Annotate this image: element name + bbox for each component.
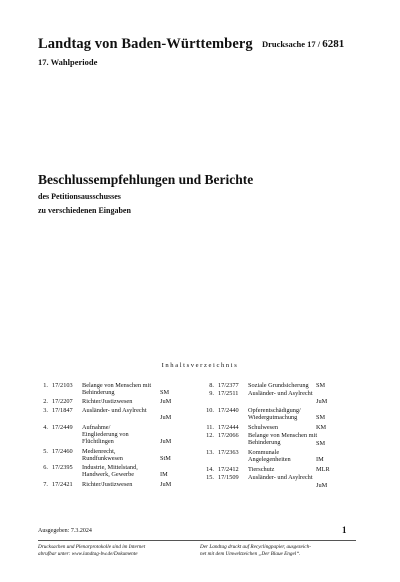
drucksache-label: Drucksache 17 / [262, 39, 323, 49]
parliament-title: Landtag von Baden-Württemberg [38, 36, 253, 52]
drucksache-number: 6281 [322, 38, 345, 50]
document-title: Beschlussempfehlungen und Berichte [38, 172, 254, 187]
toc-left-column: 1. 17/2103 Belange von Menschen mit Behinderung SM 2. 17/2207 Richter/Justizwesen JuM 3. 17/1847 Ausländer- und Asylrecht JuM 4. 17/2449 Aufnahme/ Eingliederung von Flüchtlingen JuM 5. 17/2460 Medienrecht, Rundfunkwesen StM 6. 17/2395 Industrie, Mittelstand, Handwerk, Gewerbe IM 7. 17/2421 Richter/Justizwesen JuM [43, 382, 172, 488]
footer-divider [38, 540, 356, 541]
issue-date: Ausgegeben: 7.3.2024 [38, 528, 92, 534]
toc-heading: Inhaltsverzeichnis [161, 362, 239, 369]
footer-internet-note-line-1: Drucksachen und Plenarprotokolle sind im Internet [38, 544, 146, 550]
page-number: 1 [342, 525, 347, 535]
electoral-period: 17. Wahlperiode [38, 57, 98, 67]
footer-paper-note-line-2: net mit dem Umweltzeichen „Der Blaue Engel“. [200, 551, 301, 557]
footer-internet-note-line-2: abrufbar unter: www.landtag-bw.de/Dokumente [38, 551, 138, 557]
document-subtitle-2: zu verschiedenen Eingaben [38, 206, 131, 215]
footer-paper-note-line-1: Der Landtag druckt auf Recyclingpapier, ausgezeich- [200, 544, 311, 550]
document-subtitle-1: des Petitionsausschusses [38, 192, 121, 201]
drucksache-reference [262, 38, 344, 50]
toc-right-column: 8. 17/2377 Soziale Grundsicherung SM 9. 17/2511 Ausländer- und Asylrecht JuM 10. 17/2440 Opferentschädigung/ Wiedergutmachung SM 11. 17/2444 Schulwesen KM 12. 17/2066 Belange von Menschen mit Behinderung SM 13. 17/2363 Kommunale Angelegenheiten IM 14. 17/2412 Tierschutz MLR 15. 17/1509 Ausländer- und Asylrecht JuM [206, 382, 330, 489]
